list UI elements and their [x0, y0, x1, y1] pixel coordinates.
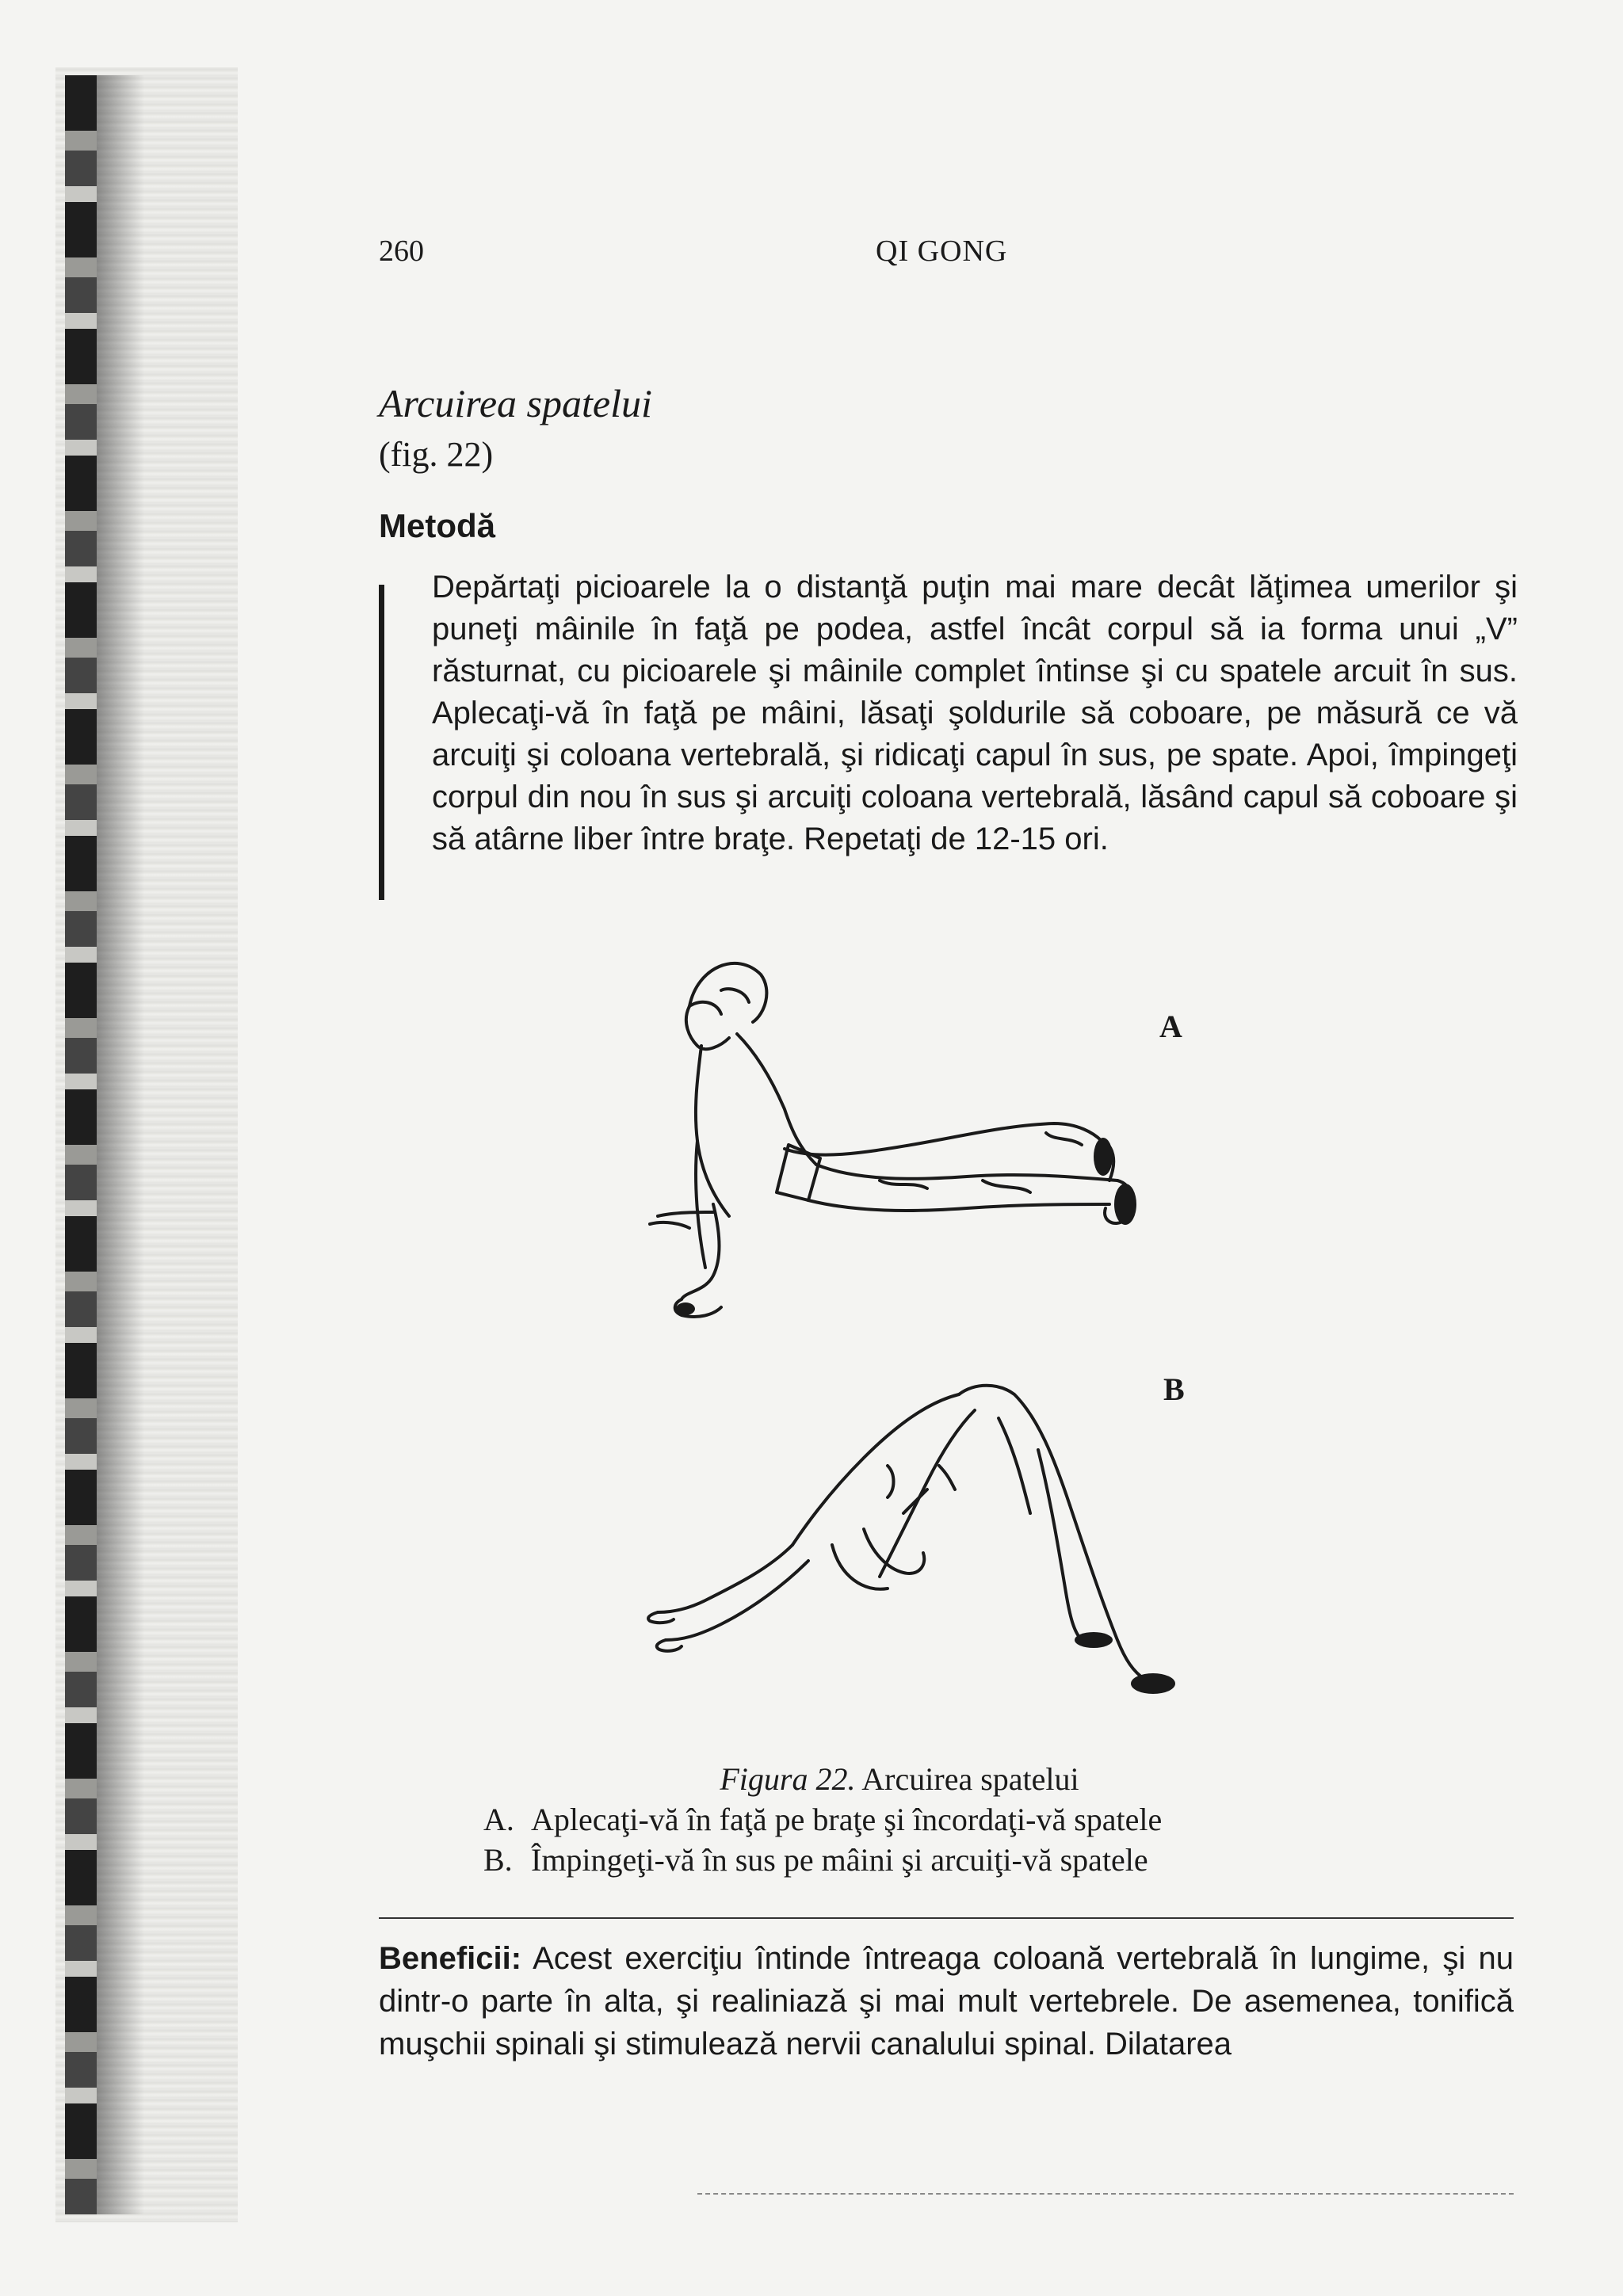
figure-a-upward-back-arch: [650, 963, 1132, 1317]
section-title: Arcuirea spatelui: [379, 381, 652, 425]
caption-item-text: Aplecaţi-vă în faţă pe braţe şi încordaţi-vă spatele: [531, 1802, 1163, 1837]
figure-22-illustration: [626, 943, 1276, 1727]
method-side-rule: [379, 585, 384, 900]
caption-item: [483, 1799, 1316, 1840]
page-number: 260: [379, 235, 424, 268]
benefits-paragraph: [379, 1937, 1514, 2065]
bottom-scan-line: [697, 2193, 1514, 2195]
caption-item: [483, 1840, 1316, 1880]
figure-caption: [483, 1759, 1316, 1880]
figure-label-a: A: [1159, 1009, 1182, 1044]
caption-item-letter: B.: [483, 1842, 513, 1878]
benefits-label: Beneficii:: [379, 1941, 522, 1976]
figure-b-inverted-v: [648, 1386, 1145, 1680]
section-divider: [379, 1917, 1514, 1919]
scan-binding-edge: [65, 75, 97, 2214]
caption-item-letter: A.: [483, 1802, 514, 1837]
figure-reference: (fig. 22): [379, 435, 494, 474]
caption-figure-number: Figura 22.: [720, 1761, 856, 1797]
figure-b-feet: [1075, 1632, 1175, 1694]
caption-item-text: Împingeţi-vă în sus pe mâini şi arcuiţi-vă spatele: [531, 1842, 1148, 1878]
caption-title-line: [483, 1759, 1316, 1799]
scan-binding-shadow: [97, 75, 144, 2214]
figure-a-feet: [676, 1138, 1136, 1315]
figure-label-b: B: [1163, 1371, 1185, 1407]
running-title: QI GONG: [876, 235, 1008, 268]
method-body: Depărtaţi picioarele la o distanţă puţin mai mare decât lăţimea umerilor şi puneţi mâinile în faţă pe podea, astfel încât corpul să ia forma unui „V” răsturnat, cu picioarele şi mâinile complet întinse şi cu spatele arcuit în sus. Aplecaţi-vă în faţă pe mâini, lăsaţi şoldurile să coboare, pe măsură ce vă arcuiţi şi coloana vertebrală, şi ridicaţi capul în sus, pe spate. Apoi, împingeţi corpul din nou în sus şi arcuiţi coloana vertebrală, lăsând capul să coboare şi să atârne liber între braţe. Repetaţi de 12-15 ori.: [432, 570, 1518, 856]
benefits-text: Acest exerciţiu întinde întreaga coloană vertebrală în lungime, şi nu dintr-o parte în alta, şi realiniază şi mai mult vertebrele. De asemenea, tonifică muşchii spinali şi stimulează nervii canalului spinal. Dilatarea: [379, 1941, 1514, 2061]
method-heading: Metodă: [379, 507, 495, 544]
caption-title: Arcuirea spatelui: [861, 1761, 1079, 1797]
